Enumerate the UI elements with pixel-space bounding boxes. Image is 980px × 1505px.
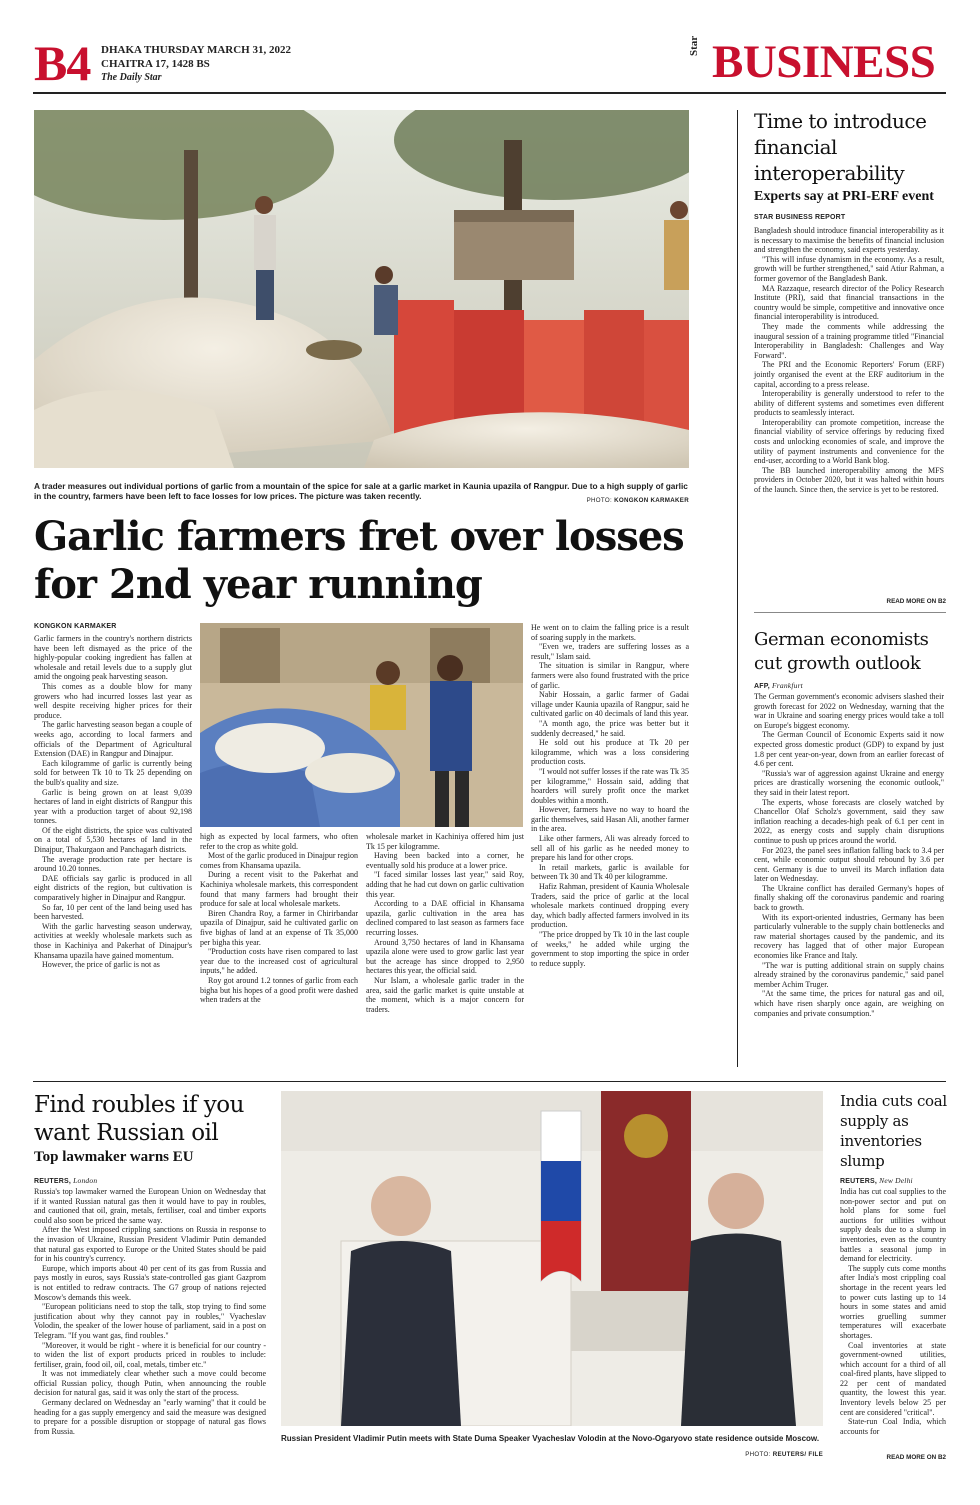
- lead-paragraph: The garlic harvesting season began a couple of weeks ago, according to local farmers and officials of the Department of Agricultural Extension (DAE) in Rangpur and Dinajpur.: [34, 720, 192, 759]
- lead-paragraph: "The price dropped by Tk 10 in the last couple of weeks," he added while urging the government to stop importing the spice in order to reduce supply.: [531, 930, 689, 968]
- lead-paragraph: With the garlic harvesting season underway, activities at weekly wholesale markets such as those in Kachiniya and Pakerhat of Dinajpur's Khansama upazila have gained momentum.: [34, 921, 192, 960]
- interop-paragraph: Interoperability can promote competition, increase the financial viability of service offerings by reducing fixed costs and unlocking economies of scale, and improve the utility of payment instruments and convenience for the end-user, according to a World Bank blog.: [754, 417, 944, 466]
- roubles-paragraph: After the West imposed crippling sanctions on Russia in response to the invasion of Ukraine, Russian President Vladimir Putin demanded that natural gas exported to Europe or the United States should be paid for in his country's currency.: [34, 1225, 266, 1264]
- lead-paragraph: Each kilogramme of garlic is currently being sold for between Tk 10 to Tk 25 depending on the bulb's quality and size.: [34, 758, 192, 787]
- roubles-paragraph: Russia's top lawmaker warned the European Union on Wednesday that if it wanted Russian natural gas then it would have to pay in roubles, and cautioned that oil, grain, metals, fertiliser, coal and timber exports could also soon be priced the same way.: [34, 1187, 266, 1225]
- lead-paragraph: Of the eight districts, the spice was cultivated on a total of 5,530 hectares of land in the Dinajpur, Thakurgaon and Panchagarh districts.: [34, 825, 192, 855]
- lead-paragraph: Around 3,750 hectares of land in Khansama upazila alone were used to grow garlic last year but the acreage has since dropped to 2,950 hectares this year, the official said.: [366, 937, 524, 976]
- lead-paragraph: "I faced similar losses last year," said Roy, adding that he had cut down on garlic cultivation this year.: [366, 870, 524, 899]
- roubles-body: [34, 1187, 266, 1436]
- german-paragraph: The experts, whose forecasts are closely watched by Chancellor Olaf Scholz's government, said they saw inflation reaching a decades-high peak of 6.1 per cent in 2022, as energy costs and supply chain disruptions continue to push up prices around the world.: [754, 797, 944, 845]
- interop-paragraph: Interoperability is generally understood to refer to the ability of different systems and sometimes even different products to seamlessly interact.: [754, 389, 944, 418]
- german-paragraph: "At the same time, the prices for natural gas and oil, which have risen sharply once again, are weighing on companies and private consumption.": [754, 989, 944, 1018]
- german-paragraph: With its export-oriented industries, Germany has been particularly vulnerable to the supply chain bottlenecks and raw material shortages caused by the pandemic, and its recovery has lagged that of other major European economies like France and Italy.: [754, 912, 944, 961]
- lead-col-1: [34, 634, 192, 970]
- german-body: [754, 692, 944, 1018]
- german-headline: German economists cut growth outlook: [754, 629, 929, 674]
- lead-paragraph: Having been backed into a corner, he eventually sold his produce at a lower price.: [366, 851, 524, 870]
- garlic-sorting-photo: [200, 623, 523, 827]
- roubles-paragraph: Europe, which imports about 40 per cent of its gas from Russia and pays mostly in euros, says Russia's state-controlled gas giant Gazprom is not entitled to redraw contracts. The G7 group of nations rejected Moscow's demands this week.: [34, 1263, 266, 1302]
- rail-divider: [737, 110, 738, 1067]
- lead-paragraph: DAE officials say garlic is produced in all eight districts of the region, but cultivation is comparatively higher in Dinajpur and Rangpur.: [34, 873, 192, 903]
- star-logo: Star: [688, 35, 700, 56]
- india-byline: [840, 1176, 913, 1185]
- german-paragraph: "The war is putting additional strain on supply chains already strained by the coronavirus pandemic," said panel member Achim Truger.: [754, 960, 944, 989]
- garlic-photo-credit: [560, 497, 689, 504]
- india-paragraph: The supply cuts come months after India's most crippling coal shortage in the recent years led to power cuts lasting up to 14 hours in some states and amid worries gruelling summer temperatures will exacerbate shortages.: [840, 1263, 946, 1340]
- credit-name: KONGKON KARMAKER: [614, 497, 689, 504]
- lead-paragraph: Garlic farmers in the country's northern districts have been left dismayed as the price of the highly-popular cooking ingredient has fallen at wholesale and retail levels due to a supply glut amid the ongoing peak harvesting season.: [34, 634, 192, 682]
- lead-paragraph: "A month ago, the price was better but it suddenly decreased," he said.: [531, 718, 689, 738]
- lead-paragraph: wholesale market in Kachiniya offered him just Tk 15 per kilogramme.: [366, 832, 524, 851]
- roubles-paragraph: "European politicians need to stop the talk, stop trying to find some justification about why they cannot pay in roubles," Vyacheslav Volodin, the speaker of the lower house of parliament, said in a post on Telegram. "If you want gas, find roubles.": [34, 1302, 266, 1340]
- india-paragraph: State-run Coal India, which accounts for: [840, 1417, 946, 1436]
- paper-name-logo: The Daily Star: [101, 72, 162, 83]
- garlic-market-illustration: [34, 110, 689, 468]
- interop-paragraph: MA Razzaque, research director of the Policy Research Institute (PRI), said that financial transactions in the country would be simple, competitive and innovative once financial interoperability is introduced.: [754, 283, 944, 322]
- lead-paragraph: "Even we, traders are suffering losses as a result," Islam said.: [531, 642, 689, 661]
- lead-paragraph: The average production rate per hectare is around 10.20 tonnes.: [34, 854, 192, 874]
- credit-name: REUTERS/ FILE: [772, 1451, 823, 1458]
- interop-paragraph: "This will infuse dynamism in the economy. As a result, growth will be further strengthened," said Atiur Rahman, a former governor of the Bangladesh Bank.: [754, 254, 944, 283]
- roubles-paragraph: It was not immediately clear whether such a move could become official Russian policy, though Putin, when announcing the rouble decision for natural gas, said it was only the start of the process.: [34, 1369, 266, 1398]
- lead-col-2: [200, 832, 358, 1005]
- lead-paragraph: Biren Chandra Roy, a farmer in Chirirbandar upazila of Dinajpur, said he cultivated garlic on five bighas of land at an expense of Tk 35,000 per bigha this year.: [200, 908, 358, 947]
- lead-paragraph: However, the price of garlic is not as: [42, 960, 160, 970]
- section-title: BUSINESS: [712, 36, 936, 88]
- masthead-rule: [33, 92, 946, 94]
- india-paragraph: India has cut coal supplies to the non-power sector and put on hold plans for some fuel auctions for utilities without supply deals due to a slump in inventories, even as the country battles a seasonal jump in demand for electricity.: [840, 1187, 946, 1264]
- interop-subhead: Experts say at PRI-ERF event: [754, 189, 934, 204]
- india-paragraph: Coal inventories at state government-owned utilities, which account for a third of all coal-fired plants, have slipped to 22 per cent of mandated quantity, the lowest this year. Inventory levels below 25 per cent are considered "critical".: [840, 1340, 946, 1417]
- roubles-paragraph: Germany declared on Wednesday an "early warning" that it could be heading for a gas supply emergency and said the measure was designed to prepare for a possible disruption or stoppage of natural gas flows from Russia.: [34, 1398, 266, 1436]
- lead-paragraph: However, farmers have no way to hoard the garlic themselves, said Hasan Ali, another farmer in the area.: [531, 805, 689, 834]
- garlic-market-photo: [34, 110, 689, 468]
- bangla-date: CHAITRA 17, 1428 BS: [101, 58, 210, 70]
- india-headline: India cuts coal supply as inventories slump: [840, 1092, 947, 1170]
- meeting-illustration: [281, 1091, 823, 1426]
- byline-agency: REUTERS,: [840, 1178, 877, 1185]
- date-line: DHAKA THURSDAY MARCH 31, 2022: [101, 44, 291, 56]
- byline-city: London: [73, 1176, 98, 1185]
- lead-paragraph: Nur Islam, a wholesale garlic trader in the area, said the garlic market is quite unstable at the moment, which is a major concern for traders.: [366, 975, 524, 1014]
- lead-paragraph: He went on to claim the falling price is a result of soaring supply in the markets.: [531, 623, 689, 642]
- putin-volodin-photo: [281, 1091, 823, 1426]
- interop-headline: Time to introduce financial interoperability: [754, 109, 927, 185]
- lead-paragraph: This comes as a double blow for many growers who had incurred losses last year as well despite receiving higher prices for their produce.: [34, 681, 192, 720]
- lead-paragraph: "I would not suffer losses if the rate was Tk 35 per kilogramme," Hossain said, adding that hoarders will surely profit once the market doubles within a month.: [531, 766, 689, 805]
- india-body: [840, 1187, 946, 1436]
- lead-paragraph: So far, 10 per cent of the land being used has been harvested.: [34, 902, 192, 922]
- german-paragraph: For 2023, the panel sees inflation falling back to 3.4 per cent, while economic output should rebound by 3.6 per cent. Germany is due to unveil its March inflation data later on Wednesday.: [754, 845, 944, 884]
- section-rule: [33, 1081, 946, 1082]
- lead-paragraph: Nabir Hossain, a garlic farmer of Gadai village under Kaunia upazila of Rangpur, said he cultivated garlic on 40 decimals of land this year.: [531, 690, 689, 719]
- german-byline: [754, 681, 803, 690]
- roubles-paragraph: "Moreover, it would be right - where it is beneficial for our country - to widen the list of export products priced in roubles to include: fertiliser, grain, food oil, oil, coal, metals, timber etc.": [34, 1340, 266, 1369]
- byline-agency: REUTERS,: [34, 1178, 71, 1185]
- lead-paragraph: During a recent visit to the Pakerhat and Kachiniya wholesale markets, this correspondent found that many farmers had brought their produce for sale at local wholesale markets.: [200, 870, 358, 909]
- interop-paragraph: The PRI and the Economic Reporters' Forum (ERF) jointly organised the event at the ERF auditorium in the capital, according to a press release.: [754, 360, 944, 389]
- lead-paragraph: The situation is similar in Rangpur, where farmers were also found frustrated with the price of garlic.: [531, 661, 689, 690]
- lead-paragraph: Hafiz Rahman, president of Kaunia Wholesale Traders, said the price of garlic at the local wholesale markets continued dropping every day, which badly affected farmers involved in its production.: [531, 882, 689, 930]
- german-paragraph: The Ukraine conflict has derailed Germany's hopes of finally shaking off the coronavirus pandemic and roaring back to growth.: [754, 883, 944, 913]
- lead-paragraph: high as expected by local farmers, who often refer to the crop as white gold.: [200, 832, 358, 851]
- interop-paragraph: Bangladesh should introduce financial interoperability as it is necessary to maximise the benefits of financial inclusion and strengthen the economy, said experts yesterday.: [754, 226, 944, 255]
- india-read-more-link[interactable]: READ MORE ON B2: [886, 1454, 946, 1461]
- interop-byline: STAR BUSINESS REPORT: [754, 214, 846, 221]
- interop-read-more-link[interactable]: READ MORE ON B2: [886, 598, 946, 605]
- german-paragraph: The German Council of Economic Experts said it now expected gross domestic product (GDP) to expand by just 1.8 per cent year-on-year, down from an earlier forecast of 4.6 per cent.: [754, 730, 944, 769]
- german-paragraph: "Russia's war of aggression against Ukraine and energy prices are drastically worsening the economic outlook," they said in their latest report.: [754, 768, 944, 797]
- interop-paragraph: They made the comments while addressing the inaugural session of a training programme titled "Financial Interoperability in Bangladesh: Challenges and Way Forward".: [754, 321, 944, 360]
- lead-paragraph: Roy got around 1.2 tonnes of garlic from each bigha but his hopes of a good profit were dashed when traders at the: [200, 975, 358, 1005]
- credit-label: PHOTO:: [586, 497, 613, 504]
- interop-rule: [754, 612, 946, 613]
- lead-col-4: [531, 623, 689, 968]
- credit-label: PHOTO:: [745, 1451, 771, 1458]
- german-paragraph: The German government's economic advisers slashed their growth forecast for 2022 on Wednesday, warning that the war in Ukraine and soaring energy prices would take a toll on Europe's biggest economy.: [754, 692, 944, 730]
- garlic-sorting-illustration: [200, 623, 523, 827]
- roubles-headline: Find roubles if you want Russian oil: [34, 1092, 244, 1146]
- lead-paragraph: "Production costs have risen compared to last year due to the increased cost of agricultural inputs," he added.: [200, 947, 358, 976]
- page-number: B4: [34, 35, 91, 91]
- lead-byline: KONGKON KARMAKER: [34, 623, 117, 630]
- lead-col-3: [366, 832, 524, 1014]
- roubles-subhead: Top lawmaker warns EU: [34, 1149, 194, 1165]
- lead-paragraph: Like other farmers, Ali was already forced to sell all of his garlic as he needed money to prepare his land for other crops.: [531, 834, 689, 863]
- lead-paragraph: He sold out his produce at Tk 20 per kilogramme, which was a loss considering production costs.: [531, 738, 689, 767]
- interop-paragraph: The BB launched interoperability among the MFS providers in October 2020, but it was halted within hours of the launch. Since then, the service is yet to be restored.: [754, 465, 944, 495]
- interop-body: [754, 226, 944, 495]
- putin-photo-credit: [690, 1451, 823, 1458]
- lead-paragraph: Most of the garlic produced in Dinajpur region comes from Khansama upazila.: [200, 851, 358, 870]
- garlic-photo-caption: A trader measures out individual portions of garlic from a mountain of the spice for sale at a garlic market in Kaunia upazila of Rangpur. Due to a high supply of garlic in the country, farmers have been left to face losses for low prices. The picture was taken recently.: [34, 481, 688, 501]
- roubles-byline: [34, 1176, 97, 1185]
- byline-city: Frankfurt: [772, 681, 803, 690]
- lead-headline: Garlic farmers fret over losses for 2nd year running: [34, 513, 684, 608]
- byline-city: New Delhi: [879, 1176, 913, 1185]
- lead-paragraph: According to a DAE official in Khansama upazila, garlic cultivation in the area has declined compared to last season as farmers face recurring losses.: [366, 899, 524, 937]
- putin-photo-caption: Russian President Vladimir Putin meets with State Duma Speaker Vyacheslav Volodin at the Novo-Ogaryovo state residence outside Moscow.: [281, 1434, 820, 1443]
- lead-paragraph: In retail markets, garlic is available for between Tk 30 and Tk 40 per kilogramme.: [531, 862, 689, 882]
- lead-paragraph: Garlic is being grown on at least 9,039 hectares of land in eight districts of Rangpur this year with a production target of about 92,198 tonnes.: [34, 787, 192, 826]
- byline-agency: AFP,: [754, 683, 770, 690]
